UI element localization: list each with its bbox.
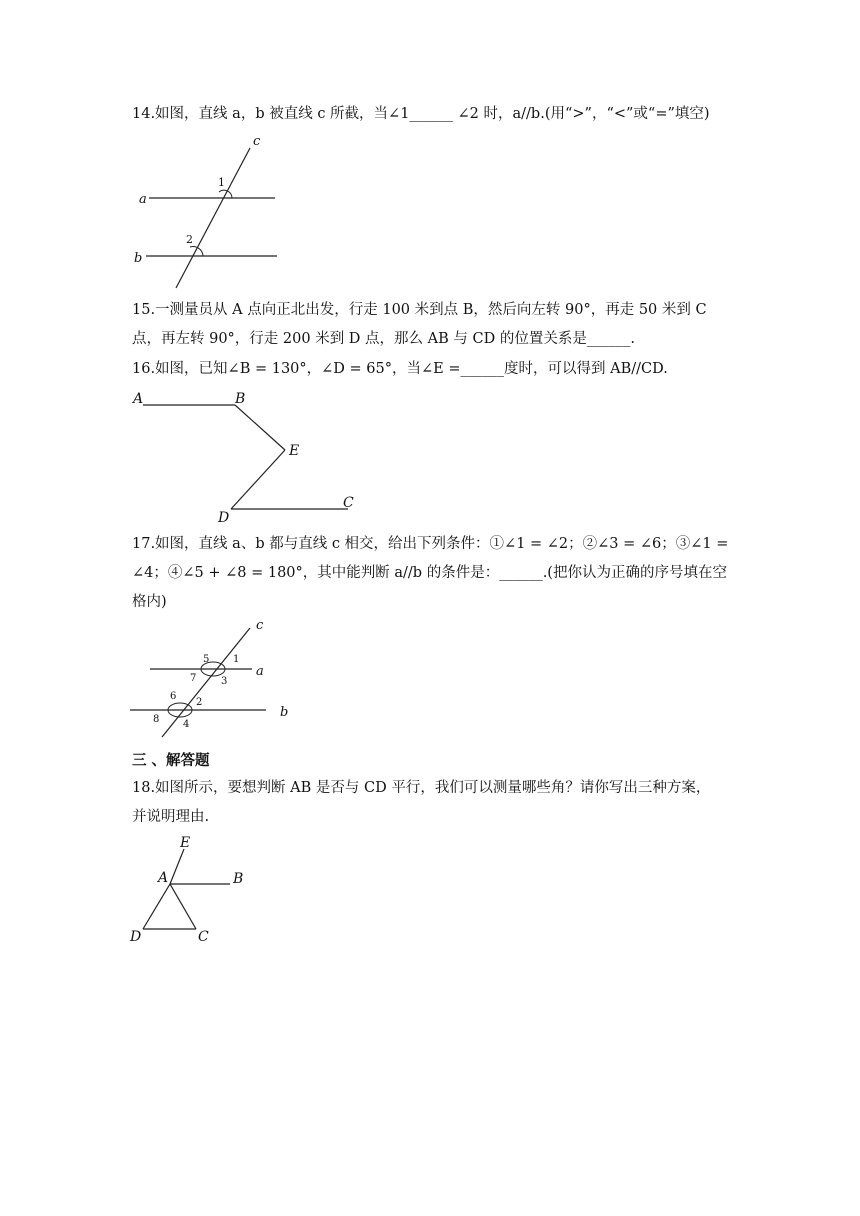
q16-text: 16.如图，已知∠B = 130°，∠D = 65°，当∠E =______度时，可以得到 AB//CD. [132, 361, 668, 377]
q16-label-B: B [235, 391, 246, 407]
q17-line2: ∠4；④∠5 + ∠8 = 180°，其中能判断 a//b 的条件是：______.(把你认为正确的序号填在空 [132, 565, 727, 581]
q17-label-5: 5 [203, 654, 210, 665]
q18-seg-AD [143, 884, 170, 929]
q17-label-a: a [256, 664, 264, 679]
q17-line3: 格内) [132, 594, 167, 610]
q16-label-C: C [343, 495, 354, 511]
q15-line1: 15.一测量员从 A 点向正北出发，行走 100 米到点 B，然后向左转 90°，再走 50 米到 C [132, 302, 707, 318]
q16-label-E: E [289, 443, 300, 459]
q17-line1: 17.如图，直线 a、b 都与直线 c 相交，给出下列条件：①∠1 = ∠2；②∠3 = ∠6；③∠1 = [132, 536, 729, 552]
q17-label-8: 8 [153, 714, 160, 725]
q18-label-B: B [233, 871, 244, 887]
q18-seg-AC [170, 884, 196, 929]
q18-label-D: D [130, 929, 142, 945]
q16-label-A: A [133, 391, 144, 407]
q17-label-1: 1 [233, 654, 240, 665]
q16-label-D: D [218, 510, 230, 526]
q18-line1: 18.如图所示，要想判断 AB 是否与 CD 平行，我们可以测量哪些角？请你写出三种方案， [132, 780, 711, 796]
q14-label-2: 2 [186, 233, 193, 246]
q15-line2: 点，再左转 90°，行走 200 米到 D 点，那么 AB 与 CD 的位置关系是______. [132, 331, 635, 347]
q17-label-6: 6 [170, 691, 177, 702]
q14-label-1: 1 [218, 176, 225, 189]
q17-label-b: b [280, 705, 289, 720]
q18-label-A: A [158, 870, 169, 886]
q14-label-a: a [139, 192, 147, 207]
q14-text: 14.如图，直线 a，b 被直线 c 所截，当∠1______ ∠2 时，a//b.(用“>”，“<”或“=”填空) [132, 106, 710, 122]
q14-label-c: c [253, 134, 261, 149]
q17-label-c: c [256, 618, 264, 633]
q14-label-b: b [134, 251, 143, 266]
q18-line2: 并说明理由. [132, 809, 210, 825]
q17-label-4: 4 [183, 719, 190, 730]
q18-label-C: C [198, 929, 209, 945]
q17-label-2: 2 [196, 697, 203, 708]
q18-label-E: E [180, 835, 191, 851]
section3-title: 三 、解答题 [132, 752, 210, 769]
q17-label-3: 3 [221, 676, 228, 687]
q18-seg-EA [170, 849, 184, 884]
q17-label-7: 7 [190, 673, 197, 684]
